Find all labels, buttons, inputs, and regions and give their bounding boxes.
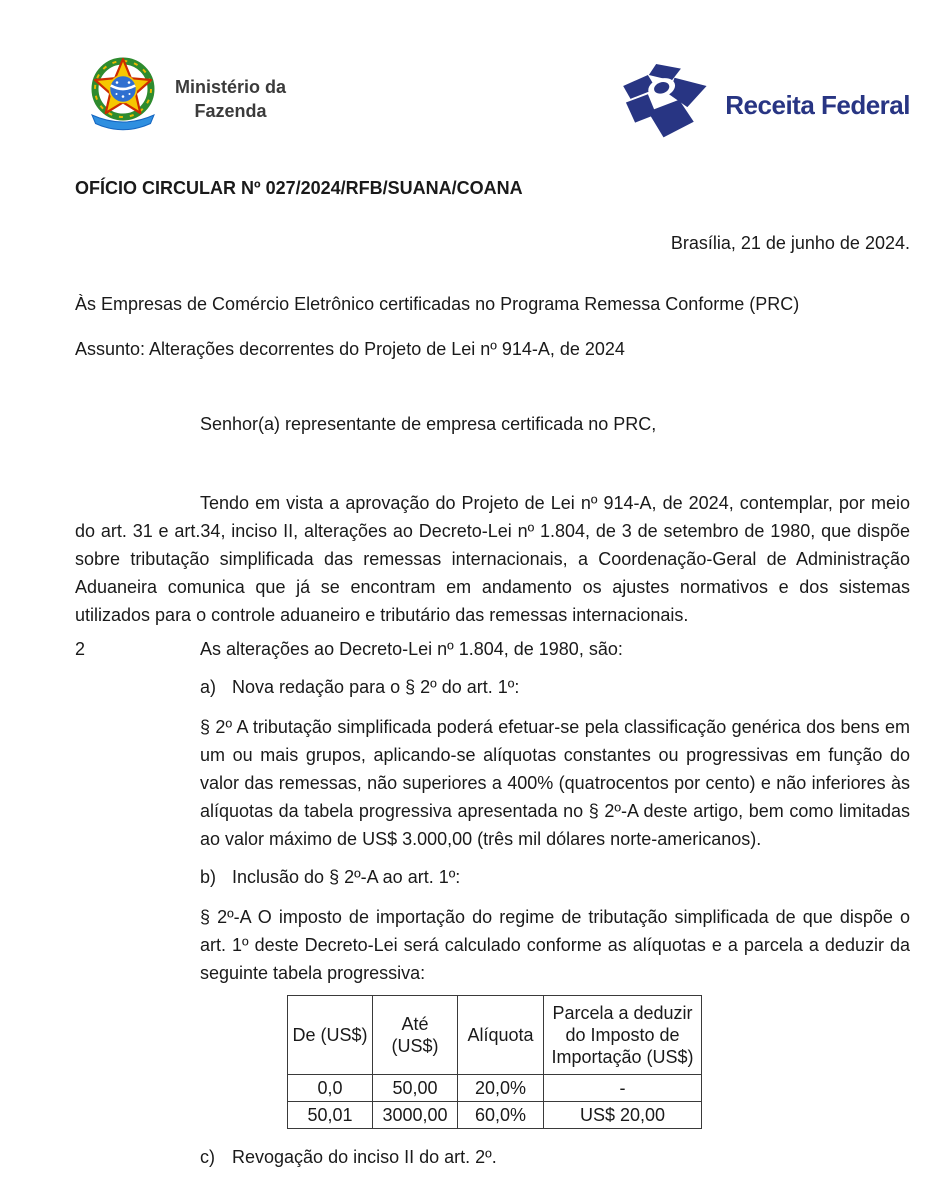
cell-ate-2: 3000,00: [373, 1102, 458, 1129]
item-2-text: As alterações ao Decreto-Lei nº 1.804, de 1980, são:: [200, 639, 623, 659]
body-paragraph-1: Tendo em vista a aprovação do Projeto de Lei nº 914-A, de 2024, contemplar, por meio do art. 31 e art.34, inciso II, alterações ao Decreto-Lei nº 1.804, de 3 de setembro de 1980, que dispõe sobre tributação simplificada das remessas internacionais, a Coordenação-Geral de Administração Aduaneira comunica que já se encontram em andamento os ajustes normativos e dos sistemas utilizados para o controle aduaneiro e tributário das remessas internacionais.: [75, 493, 910, 625]
receita-federal-wordmark: Receita Federal: [725, 89, 910, 120]
list-item-a-marker: a): [200, 677, 217, 697]
ministerio-da-fazenda-logo: [83, 52, 286, 145]
ministerio-label-line1: Ministério da: [175, 76, 287, 97]
list-item-c-marker: c): [200, 1147, 215, 1167]
tariff-table-wrapper: [287, 995, 910, 1129]
list-item-c-text: Revogação do inciso II do art. 2º.: [232, 1147, 497, 1167]
list-item-a-text: Nova redação para o § 2º do art. 1º:: [232, 677, 520, 697]
table-row: [288, 1075, 702, 1102]
coat-of-arms-icon: [83, 52, 163, 145]
salutation: Senhor(a) representante de empresa certificada no PRC,: [200, 414, 657, 434]
ministerio-label: [175, 75, 286, 123]
quote-paragraph-2: § 2º A tributação simplificada poderá efetuar-se pela classificação genérica dos bens em um ou mais grupos, aplicando-se alíquotas constantes ou progressivas em função do valor das remessas, não superiores a 400% (quatrocentos por cento) e não inferiores às alíquotas da tabela progressiva apresentada no § 2º-A deste artigo, bem como limitadas ao valor máximo de US$ 3.000,00 (três mil dólares norte-americanos).: [200, 717, 910, 849]
quote-paragraph-2a: § 2º-A O imposto de importação do regime de tributação simplificada de que dispõe o art. 1º deste Decreto-Lei será calculado conforme as alíquotas e a parcela a deduzir da seguinte tabela progressiva:: [200, 907, 910, 983]
list-item-a: [75, 673, 910, 701]
receita-federal-logo: [623, 64, 910, 146]
table-header-parcela: Parcela a deduzir do Imposto de Importação (US$): [544, 996, 702, 1075]
table-header-aliquota: Alíquota: [458, 996, 544, 1075]
tariff-table: [287, 995, 702, 1129]
table-header-de: De (US$): [288, 996, 373, 1075]
date-line: Brasília, 21 de junho de 2024.: [670, 233, 910, 253]
list-item-c: [75, 1143, 910, 1171]
document-title: OFÍCIO CIRCULAR Nº 027/2024/RFB/SUANA/COANA: [75, 178, 523, 198]
numbered-item-2: [75, 635, 910, 663]
cell-ate-1: 50,00: [373, 1075, 458, 1102]
cell-parcela-2: US$ 20,00: [544, 1102, 702, 1129]
table-row: [288, 1102, 702, 1129]
receita-federal-icon: [623, 64, 715, 146]
subject-line: Assunto: Alterações decorrentes do Projeto de Lei nº 914-A, de 2024: [75, 339, 625, 359]
cell-de-1: 0,0: [288, 1075, 373, 1102]
item-2-number: 2: [75, 639, 86, 659]
table-header-row: [288, 996, 702, 1075]
table-header-ate: Até (US$): [373, 996, 458, 1075]
addressee-line: Às Empresas de Comércio Eletrônico certificadas no Programa Remessa Conforme (PRC): [75, 294, 800, 314]
letterhead: [75, 0, 910, 140]
list-item-b-marker: b): [200, 867, 217, 887]
cell-parcela-1: -: [544, 1075, 702, 1102]
cell-de-2: 50,01: [288, 1102, 373, 1129]
list-item-b: [75, 863, 910, 891]
list-item-b-text: Inclusão do § 2º-A ao art. 1º:: [232, 867, 461, 887]
cell-aliquota-2: 60,0%: [458, 1102, 544, 1129]
cell-aliquota-1: 20,0%: [458, 1075, 544, 1102]
ministerio-label-line2: Fazenda: [194, 100, 267, 121]
